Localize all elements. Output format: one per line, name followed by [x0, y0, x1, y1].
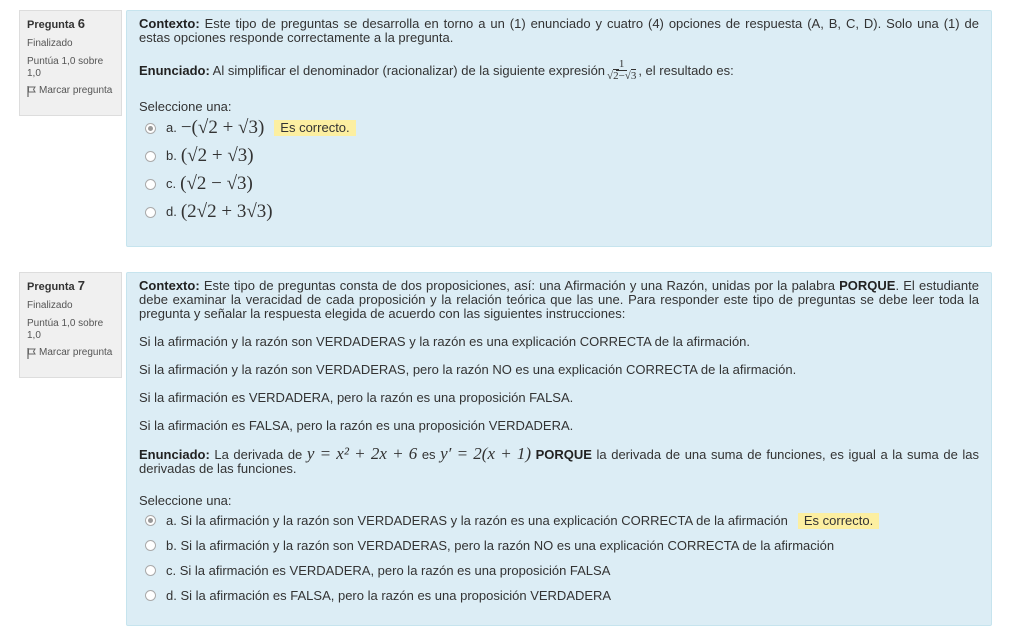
option-expression: (√2 + √3)	[180, 145, 254, 166]
option-letter: d.	[166, 204, 177, 219]
option-c[interactable]	[139, 170, 979, 198]
option-d[interactable]	[139, 583, 979, 608]
statement-porque: PORQUE	[535, 447, 592, 462]
question-7-number	[27, 279, 114, 294]
context-label: Contexto:	[139, 16, 200, 31]
question-number: 6	[77, 16, 85, 31]
option-text: b. Si la afirmación y la razón son VERDADERAS, pero la razón NO es una explicación CORRECTA de la afirmación	[166, 537, 835, 553]
question-6-content	[126, 10, 992, 247]
question-grade: Puntúa 1,0 sobre 1,0	[27, 318, 104, 341]
question-7-content	[126, 272, 992, 626]
context-text: Este tipo de preguntas se desarrolla en torno a un (1) enunciado y cuatro (4) opciones de respuesta (A, B, C, D). Solo una (1) de estas opciones responde correctamente a la pregunta.	[139, 16, 979, 45]
option-b[interactable]	[139, 142, 979, 170]
context-text-2: . El estudiante debe examinar la veracidad de cada proposición y la relación teórica que las une. Para responder este tipo de preguntas se debe leer toda la pregunta y señalar la respuesta elegida de acuerdo con las siguientes instrucciones:	[139, 278, 979, 321]
statement-paragraph	[139, 59, 979, 82]
option-b-radio[interactable]	[145, 151, 156, 162]
statement-pre: La derivada de	[209, 447, 303, 462]
question-grade: Puntúa 1,0 sobre 1,0	[27, 56, 104, 79]
statement-math-1: y = x² + 2x + 6	[306, 444, 418, 463]
statement-paragraph	[139, 444, 979, 476]
statement-tail: , el resultado es:	[638, 62, 734, 78]
statement-mid: es	[421, 447, 436, 462]
fraction-denominator: √2−√3	[607, 70, 637, 82]
instruction-4: Si la afirmación es FALSA, pero la razón es una proposición VERDADERA.	[139, 418, 574, 433]
statement-math-2: y′ = 2(x + 1)	[440, 444, 532, 463]
context-label: Contexto:	[139, 278, 200, 293]
statement-post: la derivada de una suma de funciones, es igual a la suma de las derivadas de las funciones.	[139, 447, 979, 476]
context-paragraph	[139, 279, 979, 321]
select-prompt: Seleccione una:	[139, 493, 232, 508]
fraction-numerator: 1	[616, 59, 628, 71]
statement-text: Al simplificar el denominador (racionalizar) de la siguiente expresión	[209, 62, 606, 78]
option-text: a. Si la afirmación y la razón son VERDADERAS y la razón es una explicación CORRECTA de la afirmación	[166, 512, 788, 528]
flag-question-link[interactable]	[27, 85, 114, 97]
flag-question-label: Marcar pregunta	[39, 85, 113, 97]
option-a-radio[interactable]	[145, 123, 156, 134]
question-label: Pregunta	[27, 281, 75, 293]
question-label: Pregunta	[27, 19, 75, 31]
option-d-radio[interactable]	[145, 207, 156, 218]
instruction-1: Si la afirmación y la razón son VERDADERAS y la razón es una explicación CORRECTA de la afirmación.	[139, 334, 751, 349]
question-6-number	[27, 17, 114, 32]
question-7-info	[19, 272, 122, 378]
correct-feedback: Es correcto.	[798, 513, 879, 529]
instruction-2: Si la afirmación y la razón son VERDADERAS, pero la razón NO es una explicación CORRECTA de la afirmación.	[139, 362, 797, 377]
option-expression: (√2 − √3)	[180, 173, 253, 194]
option-letter: c.	[166, 176, 177, 191]
statement-label: Enunciado:	[139, 62, 210, 78]
option-b[interactable]	[139, 533, 979, 558]
option-d-radio[interactable]	[145, 590, 156, 601]
question-state: Finalizado	[27, 37, 73, 49]
flag-icon	[27, 86, 36, 97]
option-expression: −(√2 + √3)	[180, 117, 265, 138]
option-c[interactable]	[139, 558, 979, 583]
instruction-3: Si la afirmación es VERDADERA, pero la razón es una proposición FALSA.	[139, 390, 574, 405]
option-letter: a.	[166, 120, 177, 135]
correct-feedback: Es correcto.	[274, 120, 355, 136]
question-state: Finalizado	[27, 299, 73, 311]
option-d[interactable]	[139, 198, 979, 226]
context-paragraph	[139, 17, 979, 45]
context-porque: PORQUE	[839, 278, 896, 293]
question-6-info	[19, 10, 122, 116]
statement-label: Enunciado:	[139, 447, 210, 462]
option-text: d. Si la afirmación es FALSA, pero la razón es una proposición VERDADERA	[166, 587, 612, 603]
select-prompt: Seleccione una:	[139, 99, 232, 114]
question-number: 7	[77, 278, 85, 293]
option-a-radio[interactable]	[145, 515, 156, 526]
flag-question-label: Marcar pregunta	[39, 347, 113, 359]
flag-question-link[interactable]	[27, 347, 114, 359]
fraction-expression	[607, 59, 636, 82]
option-letter: b.	[166, 148, 177, 163]
option-b-radio[interactable]	[145, 540, 156, 551]
option-expression: (2√2 + 3√3)	[180, 201, 273, 222]
option-a[interactable]	[139, 114, 979, 142]
flag-icon	[27, 348, 36, 359]
option-c-radio[interactable]	[145, 565, 156, 576]
option-a[interactable]	[139, 508, 979, 533]
option-text: c. Si la afirmación es VERDADERA, pero la razón es una proposición FALSA	[166, 562, 611, 578]
option-c-radio[interactable]	[145, 179, 156, 190]
context-text-1: Este tipo de preguntas consta de dos proposiciones, así: una Afirmación y una Razón, unidas por la palabra	[199, 278, 840, 293]
